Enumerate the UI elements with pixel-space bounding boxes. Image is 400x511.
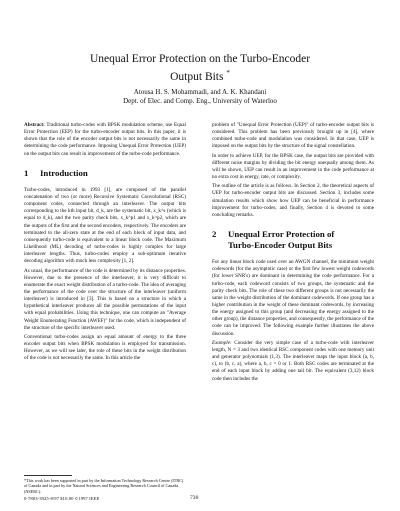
footnote-rule xyxy=(24,475,72,476)
right-paragraph-1: problem of "Unequal Error Protection (UEP)" of turbo-encoder output bits is considered. This problem has been previously brought up in [4], where combined turbo-code and modulation was considered. In that case, UEP is imposed on the output bits by the structure of the signal constellation. xyxy=(212,122,374,150)
author-names: Atousa H. S. Mohammadi, and A. K. Khandani xyxy=(133,88,267,96)
example-paragraph xyxy=(212,340,374,383)
section-1-number: 1 xyxy=(24,167,29,178)
abstract-text: Traditional turbo-codes with BPSK modulation scheme, use Equal Error Protection (EEP) for the turbo-encoder output bits. In this paper, it is shown that the role of the encoder output bits is not necessarily the same in determining the code performance. Imposing Unequal Error Protection (UEP) on the output bits can result in improvement of the turbo-code performance. xyxy=(24,122,186,157)
title-footnote-mark: * xyxy=(226,69,230,77)
intro-paragraph-1: Turbo-codes, introduced in 1993 [1], are composed of the parallel concatenation of two (or more) Recursive Systematic Convolutional (RSC) component codes, connected through an interleaver. The output bits corresponding to the kth input bit, d_k, are the systematic bit, x_k^s (which is equal to d_k), and the two parity check bits, x_k^p1 and x_k^p2, which are the outputs of the first and the second encoders, respectively. The encoders are terminated to the all-zero state at the end of each block of input data, and consequently turbo-code is equivalent to a linear block code. The Maximum Likelihood (ML) decoding of turbo-codes is highly complex for large interleaver lengths. Thus, turbo-codes employ a sub-optimum iterative decoding algorithm with much less complexity [1, 2]. xyxy=(24,186,186,265)
right-column xyxy=(212,122,374,385)
example-label: Example: xyxy=(212,339,232,346)
right-paragraph-2: In order to achieve UEP, for the BPSK case, the output bits are provided with different noise margins by dividing the bit energy unequally among them. As will be shown, UEP can result in an improvement in the code performance at no extra cost in energy, rate, or complexity. xyxy=(212,152,374,181)
left-column xyxy=(24,122,186,365)
section-2-title-line-2: Turbo-Encoder Output Bits xyxy=(228,240,333,251)
right-paragraph-3: The outline of the article is as follows. In Section 2, the theoretical aspects of UEP for turbo-encoder output bits are discussed. Section 3, includes some simulation results which show how UEP can be beneficial in performance improvement for turbo-codes, and finally, Section 4 is devoted to some concluding remarks. xyxy=(212,183,374,218)
abstract-label: Abstract: xyxy=(24,122,45,128)
section-1-title: Introduction xyxy=(40,167,88,178)
paper-title xyxy=(40,52,360,84)
section-2-title xyxy=(228,229,334,251)
title-line-1: Unequal Error Protection on the Turbo-Encoder xyxy=(89,53,311,65)
section-2-number: 2 xyxy=(212,229,217,240)
section-2-heading xyxy=(212,229,374,251)
author-affiliation: Dept. of Elec. and Comp. Eng., University of Waterloo xyxy=(123,97,277,105)
footer-copyright: 0-7803-3925-8/97 $10.00 ©1997 IEEE xyxy=(24,496,100,501)
intro-paragraph-2: As usual, the performance of the code is determined by its distance properties. However, due to the presence of the interleaver, it is very difficult to enumerate the exact weight distribution of a turbo-code. The idea of averaging the performance of the code over the structure of the interleaver (uniform interleaver) is introduced in [3]. This is based on a structure in which a hypothetical interleaver produces all the possible permutations of the input with equal probabilities. Using this technique, one can compute an "Average Weight Enumerating Function (AWEF)" for the code, which is independent of the structure of the specific interleaver used. xyxy=(24,267,186,331)
title-line-2-text: Output Bits xyxy=(170,70,224,83)
abstract xyxy=(24,122,186,158)
author-block xyxy=(40,88,360,106)
intro-paragraph-3: Conventional turbo-codes assign an equal amount of energy to the three encoder output bits when BPSK modulation is employed for transmission. However, as we will see later, the role of these bits in the weight distribution of the code is not necessarily the same. In this article the xyxy=(24,333,186,362)
section-2-title-line-1: Unequal Error Protection of xyxy=(228,229,335,240)
title-line-2 xyxy=(40,66,360,84)
example-text: Consider the very simple case of a turbo-code with interleaver length, N = 3 and two identical RSC component codes with one memory unit and generator polynomials (1,3). The interleaver maps the input block (a, b, c), to (b, c, a), where a, b, c = 0 or 1. Both RSC codes are terminated at the end of each input block by adding one tail bit. The equivalent (3,12) block code then includes the xyxy=(212,339,374,382)
footnote-block xyxy=(24,469,186,494)
right-paragraph-4: For any linear block code used over an AWGN channel, the minimum weight codewords (for the asymptotic case) or the first few lowest weight codewords (for lower SNR's) are dominant in determining the code performance. For a turbo-code, each codeword consists of two groups, the systematic and the parity check bits. The role of these two different groups is not necessarily the same in the weight distribution of the dominant codewords. If one group has a higher contribution in the weight of these dominant codewords, by increasing the energy assigned to this group (and decreasing the energy assigned to the other group), the distance properties, and consequently, the performance of the code can be improved. The following example further illustrates the above discussion. xyxy=(212,259,374,337)
page-number: 730 xyxy=(190,495,199,501)
section-1-heading xyxy=(24,168,186,179)
footnote-text: *This work has been supported in part by the Information Technology Research Centre (ITRC) of Canada and in part by the Natural Sciences and Engineering Research Council of Canada (NSERC). xyxy=(24,478,184,494)
